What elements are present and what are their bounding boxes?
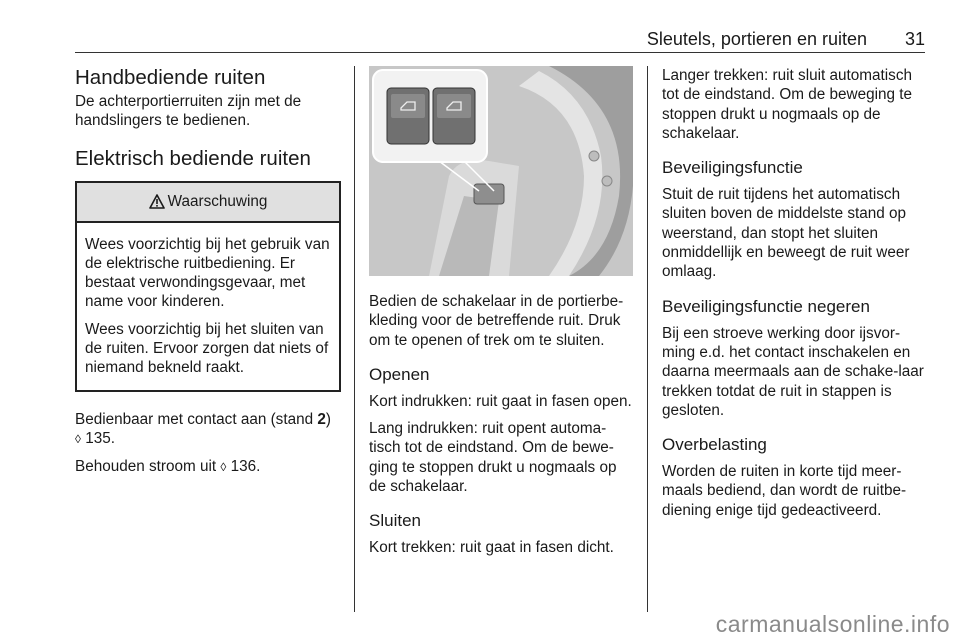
column-divider: [647, 66, 648, 612]
warning-header: [77, 183, 339, 223]
page-number: 31: [904, 29, 925, 49]
text: ): [325, 410, 331, 428]
column-3: [662, 66, 928, 528]
page-header: [75, 26, 925, 53]
heading-sluiten: Sluiten: [369, 511, 421, 531]
warning-box: [75, 181, 341, 392]
reference-arrow-icon: ◊: [75, 431, 81, 446]
paragraph: Langer trekken: ruit sluit automatisch tot de eindstand. Om de beweging te stoppen drukt u nogmaals op de schakelaar.: [662, 67, 913, 142]
figure-caption: Bedien de schakelaar in de portierbe-kleding voor de betreffende ruit. Druk om te openen of trek om te sluiten.: [369, 293, 624, 349]
paragraph: Bij een stroeve werking door ijsvor-ming e.d. het contact inschakelen en daarna meermaals aan de schake-laar trekken totdat de ruit in stappen is gesloten.: [662, 324, 924, 419]
warning-text: Wees voorzichtig bij het sluiten van de ruiten. Ervoor zorgen dat niets of niemand bekneld raakt.: [85, 320, 329, 377]
paragraph: Kort trekken: ruit gaat in fasen dicht.: [369, 539, 614, 557]
warning-text: Wees voorzichtig bij het gebruik van de elektrische ruitbediening. Er bestaat verwondingsgevaar, met name voor kinderen.: [85, 235, 330, 311]
column-divider: [354, 66, 355, 612]
window-switch-figure: [369, 66, 633, 276]
paragraph: [75, 457, 341, 477]
paragraph: Stuit de ruit tijdens het automatisch sluiten boven de middelste stand op weerstand, dan stopt het sluiten onmiddellijk en beweegt de ruit weer omlaag.: [662, 186, 910, 281]
page-title: Sleutels, portieren en ruiten: [646, 29, 867, 49]
paragraph: [75, 410, 341, 450]
paragraph: Lang indrukken: ruit opent automa-tisch tot de eindstand. Om de bewe-ging te stoppen drukt u nogmaals op de schakelaar.: [369, 420, 617, 496]
page-reference[interactable]: 136.: [230, 458, 261, 476]
heading-overbelasting: Overbelasting: [662, 435, 767, 455]
paragraph: Worden de ruiten in korte tijd meer-maals bediend, dan wordt de ruitbe-diening enige tijd gedeactiveerd.: [662, 463, 907, 519]
heading-elektrisch-bediende-ruiten: Elektrisch bediende ruiten: [75, 146, 311, 170]
page-reference[interactable]: 135.: [85, 429, 115, 447]
paragraph: De achterportierruiten zijn met de handslingers te bedienen.: [75, 93, 302, 130]
heading-beveiligingsfunctie: Beveiligingsfunctie: [662, 158, 803, 178]
warning-triangle-icon: [149, 194, 165, 209]
text: Behouden stroom uit: [75, 458, 217, 476]
heading-handbediende-ruiten: Handbediende ruiten: [75, 66, 266, 89]
text: Bedienbaar met contact aan (stand: [75, 410, 318, 428]
heading-openen: Openen: [369, 364, 430, 384]
warning-body: [77, 223, 339, 390]
heading-beveiligingsfunctie-negeren: Beveiligingsfunctie negeren: [662, 296, 870, 316]
warning-title: Waarschuwing: [167, 192, 268, 210]
paragraph: Kort indrukken: ruit gaat in fasen open.: [369, 392, 632, 410]
column-1: [75, 66, 341, 486]
reference-arrow-icon: ◊: [220, 460, 227, 475]
text-bold: 2: [317, 410, 326, 428]
column-2: [369, 66, 633, 566]
watermark: carmanualsonline.info: [715, 611, 950, 637]
window-switch-illustration: [369, 66, 633, 276]
